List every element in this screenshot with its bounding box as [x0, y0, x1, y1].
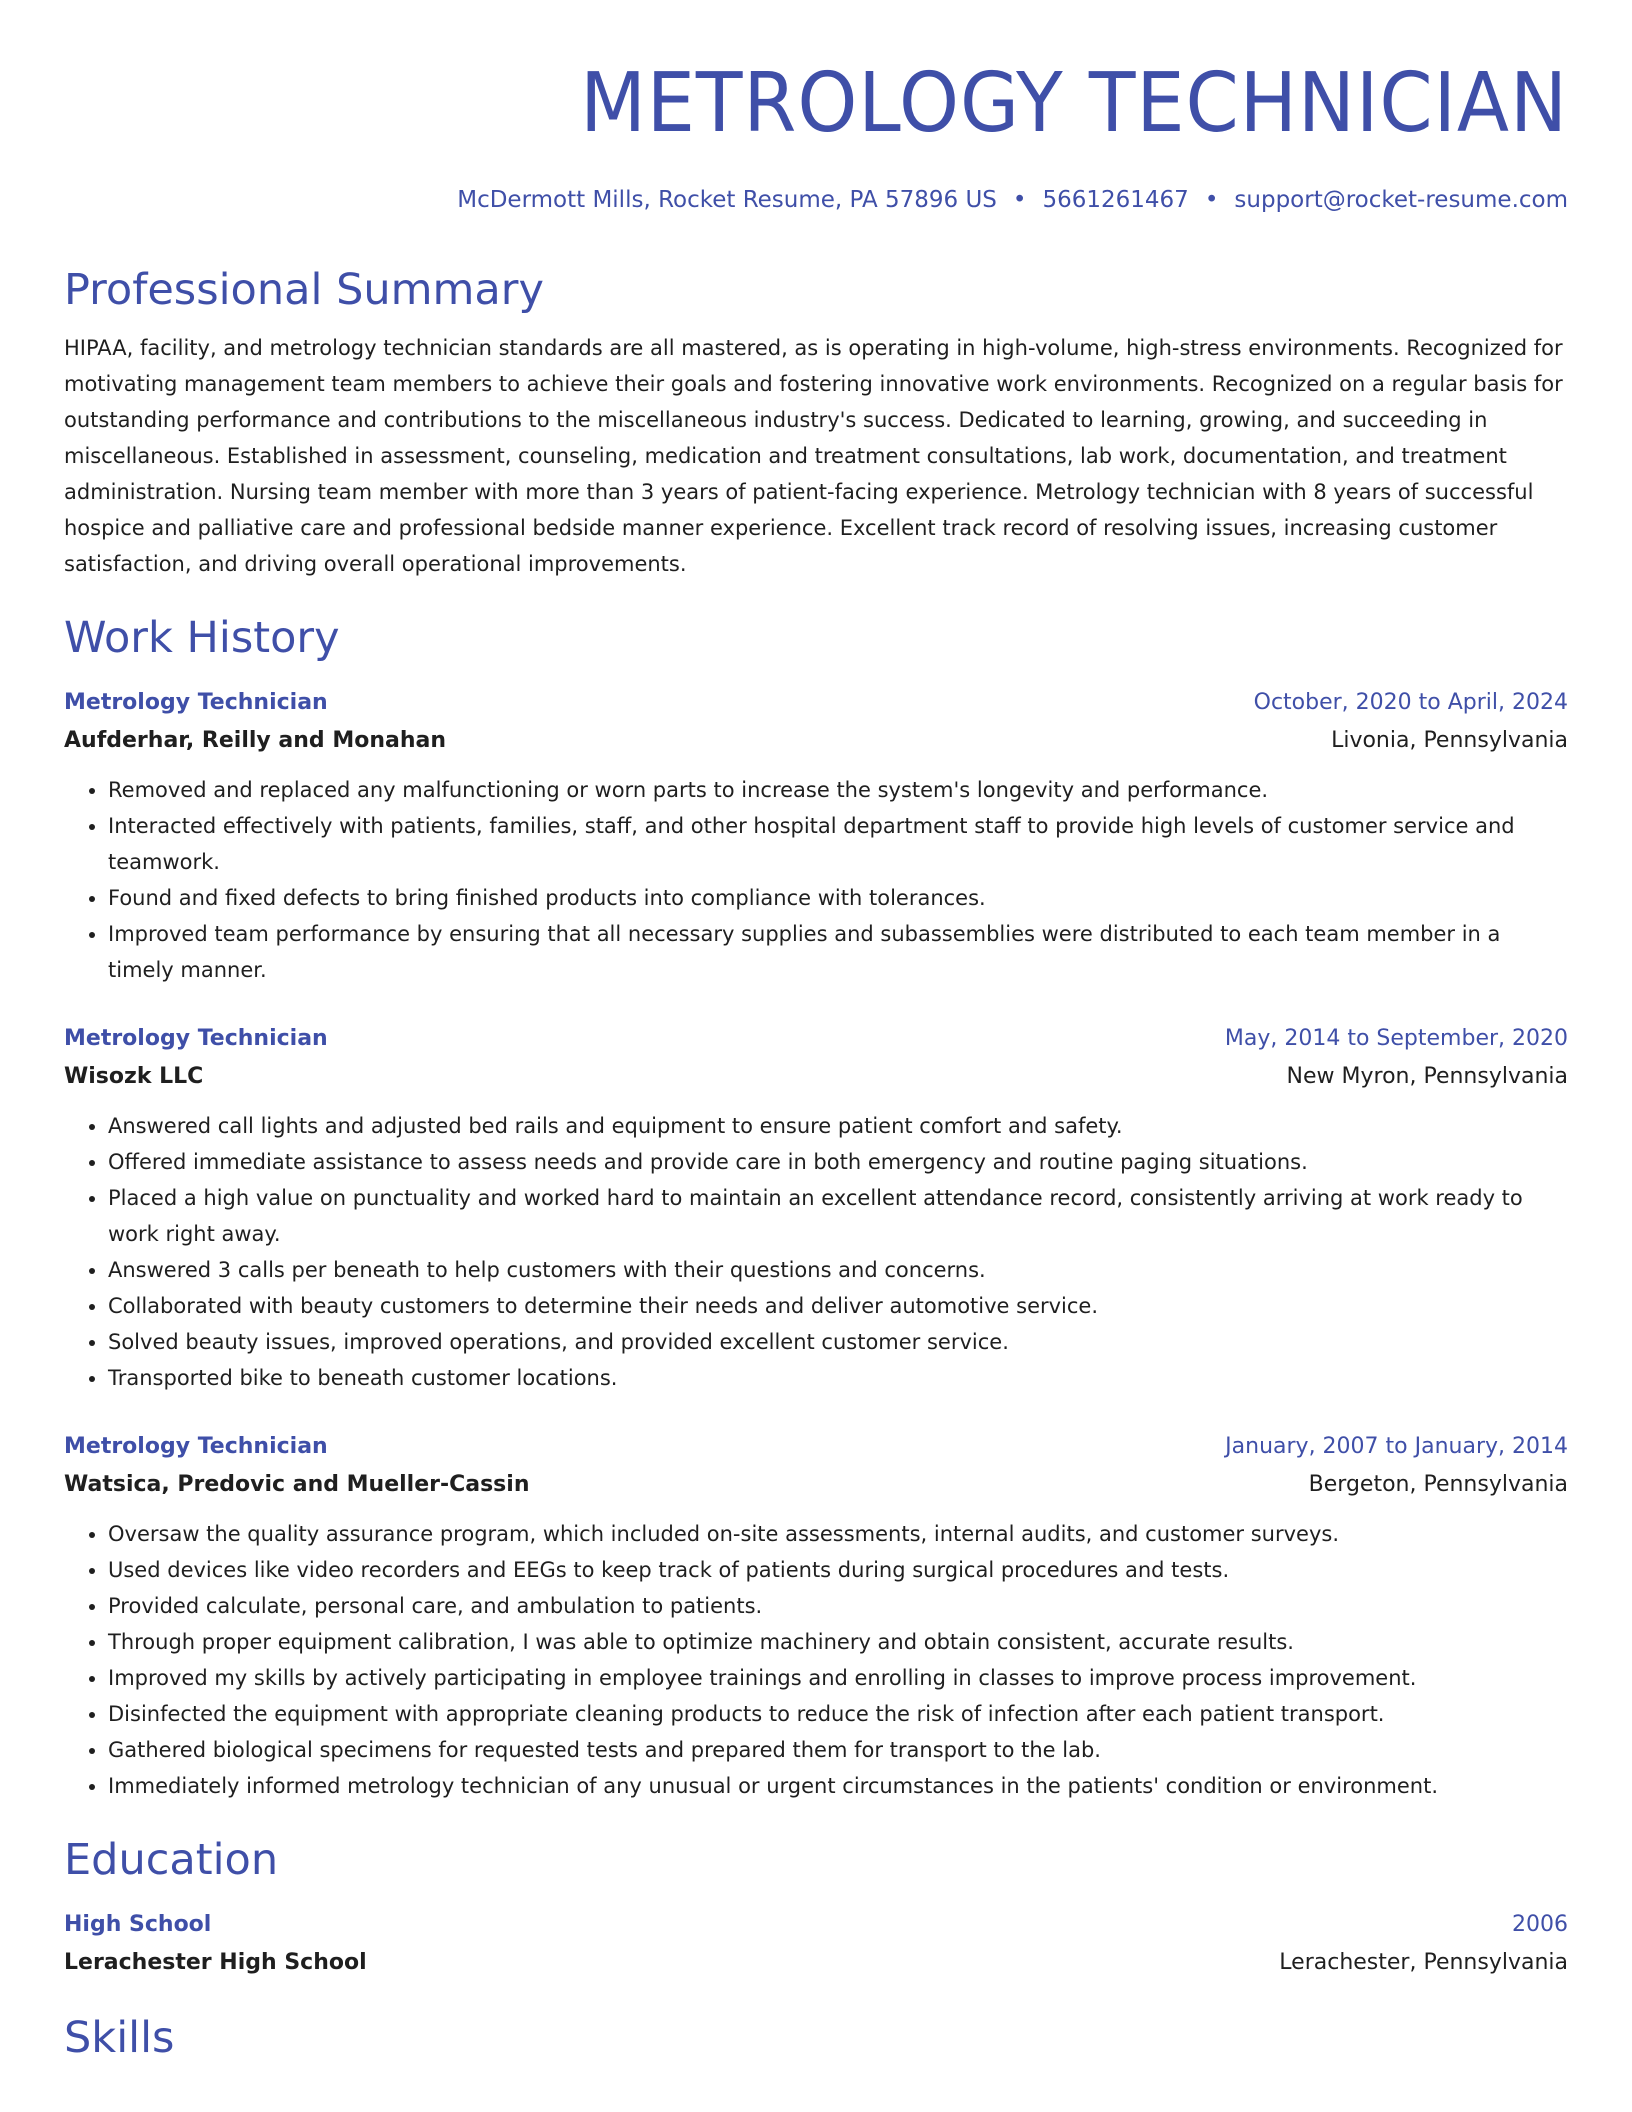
resume-page: [64, 0, 1568, 2066]
job-bullet: • Used devices like video recorders and EEGs to keep track of patients during surgical procedures and tests.: [108, 1552, 1568, 1588]
job-entry: [64, 1428, 1568, 1804]
job-location: Livonia, Pennsylvania: [1331, 728, 1568, 753]
job-bullet: • Improved my skills by actively participating in employee trainings and enrolling in classes to improve process improvement.: [108, 1660, 1568, 1696]
job-company: Aufderhar, Reilly and Monahan: [64, 728, 447, 753]
job-title: Metrology Technician: [64, 1026, 328, 1051]
contact-separator: •: [1012, 187, 1027, 213]
education-location: Lerachester, Pennsylvania: [1279, 1950, 1568, 1975]
job-bullet: • Answered 3 calls per beneath to help customers with their questions and concerns.: [108, 1252, 1568, 1288]
job-company: Wisozk LLC: [64, 1064, 204, 1089]
contact-email: support@rocket-resume.com: [1234, 187, 1568, 213]
job-bullets: [64, 772, 1568, 988]
job-entry: [64, 1020, 1568, 1396]
work-history-heading: Work History: [64, 613, 340, 663]
contact-phone: 5661261467: [1042, 187, 1189, 213]
job-bullet: • Provided calculate, personal care, and ambulation to patients.: [108, 1588, 1568, 1624]
skills-heading: Skills: [64, 2013, 175, 2063]
contact-line: [64, 184, 1568, 216]
education-heading: Education: [64, 1835, 279, 1885]
job-company: Watsica, Predovic and Mueller-Cassin: [64, 1472, 530, 1497]
job-dates: October, 2020 to April, 2024: [1253, 690, 1568, 715]
job-bullet: • Interacted effectively with patients, families, staff, and other hospital department staff to provide high levels of customer service and teamwork.: [108, 808, 1568, 880]
job-bullet: • Through proper equipment calibration, I was able to optimize machinery and obtain consistent, accurate results.: [108, 1624, 1568, 1660]
education-entry: [64, 1906, 1568, 1982]
education-year: 2006: [1512, 1912, 1568, 1937]
job-bullet: • Gathered biological specimens for requested tests and prepared them for transport to the lab.: [108, 1732, 1568, 1768]
contact-address: McDermott Mills, Rocket Resume, PA 57896 US: [457, 187, 997, 213]
job-entry: [64, 684, 1568, 988]
job-location: Bergeton, Pennsylvania: [1308, 1472, 1568, 1497]
summary-text: HIPAA, facility, and metrology technician standards are all mastered, as is operating in high-volume, high-stress environments. Recognized for motivating management team members to achieve their goals and fostering innovative work environments. Recognized on a regular basis for outstanding performance and contributions to the miscellaneous industry's success. Dedicated to learning, growing, and succeeding in miscellaneous. Established in assessment, counseling, medication and treatment consultations, lab work, documentation, and treatment administration. Nursing team member with more than 3 years of patient-facing experience. Metrology technician with 8 years of successful hospice and palliative care and professional bedside manner experience. Excellent track record of resolving issues, increasing customer satisfaction, and driving overall operational improvements.: [64, 336, 1563, 576]
job-bullet: • Oversaw the quality assurance program, which included on-site assessments, internal audits, and customer surveys.: [108, 1516, 1568, 1552]
education-degree: High School: [64, 1912, 212, 1937]
job-bullet: • Answered call lights and adjusted bed rails and equipment to ensure patient comfort and safety.: [108, 1108, 1568, 1144]
job-dates: May, 2014 to September, 2020: [1224, 1026, 1568, 1051]
job-bullet: • Collaborated with beauty customers to determine their needs and deliver automotive service.: [108, 1288, 1568, 1324]
summary-heading: Professional Summary: [64, 265, 544, 315]
job-bullet: • Solved beauty issues, improved operations, and provided excellent customer service.: [108, 1324, 1568, 1360]
job-bullets: [64, 1108, 1568, 1396]
job-bullet: • Removed and replaced any malfunctioning or worn parts to increase the system's longevity and performance.: [108, 772, 1568, 808]
job-bullet: • Offered immediate assistance to assess needs and provide care in both emergency and routine paging situations.: [108, 1144, 1568, 1180]
job-bullet: • Placed a high value on punctuality and worked hard to maintain an excellent attendance record, consistently arriving at work ready to work right away.: [108, 1180, 1568, 1252]
job-bullet: • Found and fixed defects to bring finished products into compliance with tolerances.: [108, 880, 1568, 916]
job-title: Metrology Technician: [64, 1434, 328, 1459]
resume-title: METROLOGY TECHNICIAN: [580, 56, 1568, 151]
job-bullet: • Disinfected the equipment with appropriate cleaning products to reduce the risk of infection after each patient transport.: [108, 1696, 1568, 1732]
job-location: New Myron, Pennsylvania: [1286, 1064, 1568, 1089]
job-bullets: [64, 1516, 1568, 1804]
job-bullet: • Improved team performance by ensuring that all necessary supplies and subassemblies were distributed to each team member in a timely manner.: [108, 916, 1568, 988]
job-bullet: • Immediately informed metrology technician of any unusual or urgent circumstances in the patients' condition or environment.: [108, 1768, 1568, 1804]
job-dates: January, 2007 to January, 2014: [1225, 1434, 1568, 1459]
job-title: Metrology Technician: [64, 690, 328, 715]
education-school: Lerachester High School: [64, 1950, 367, 1975]
contact-separator: •: [1204, 187, 1219, 213]
job-bullet: • Transported bike to beneath customer locations.: [108, 1360, 1568, 1396]
